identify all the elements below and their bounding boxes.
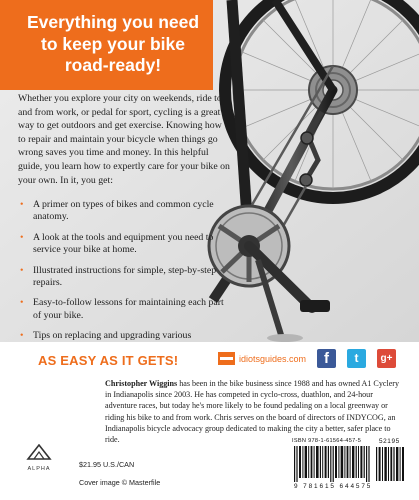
author-bio-text: has been in the bike business since 1988 and has owned A1 Cyclery in Indianapolis since 2003. He has competed in cyclo-cross, duathlon, and 24-hour adventure races, but today he's more likely to be found pedaling on a local greenway or riding his bike to and from work. Chris serves on the board of directors of INDYCOG, an Indianapolis bicycle advocacy group dedicated to making the city a better, safer place to ride.: [105, 379, 400, 445]
price: $21.95 U.S./CAN: [79, 460, 135, 469]
feature-text: A primer on types of bikes and common cycle anatomy.: [33, 199, 214, 223]
barcode-icon: [294, 446, 372, 482]
list-item: [18, 199, 230, 224]
website-link[interactable]: [218, 352, 306, 365]
headline: Everything you need to keep your bike road-ready!: [26, 12, 200, 75]
bullet-icon: •: [20, 231, 24, 243]
bullet-icon: •: [20, 199, 24, 210]
list-item: [18, 330, 230, 342]
author-name: Christopher Wiggins: [105, 379, 178, 388]
tagline: AS EASY AS IT GETS!: [38, 353, 179, 368]
barcode-addon-digits: 52195: [379, 438, 400, 445]
headline-banner: [0, 0, 213, 90]
barcode-addon-icon: [376, 447, 406, 481]
barcode-digits: 9 781615 644575: [294, 483, 373, 490]
google-plus-icon[interactable]: g+: [377, 349, 396, 368]
feature-text: Illustrated instructions for simple, step-by-step repairs.: [33, 264, 217, 289]
feature-text: A look at the tools and equipment you need to service your bike at home.: [33, 231, 214, 256]
list-item: [18, 297, 230, 322]
publisher-logo: [22, 444, 56, 472]
list-item: [18, 232, 230, 257]
alpha-logo-icon: [26, 444, 52, 460]
author-bio: [105, 378, 405, 445]
bullet-icon: •: [20, 330, 24, 342]
isbn-text: ISBN 978-1-61564-457-5: [292, 438, 362, 444]
facebook-icon[interactable]: f: [317, 349, 336, 368]
feature-list: [18, 199, 230, 342]
publisher-name: ALPHA: [27, 466, 51, 472]
cover-credit: Cover image © Masterfile: [79, 478, 161, 487]
feature-text: Easy-to-follow lessons for maintaining each part of your bike.: [33, 297, 224, 321]
bullet-icon: •: [20, 297, 24, 309]
list-item: [18, 265, 230, 290]
intro-paragraph: Whether you explore your city on weekends, ride to and from work, or pedal for sport, cycling is a great way to get outdoors and get exercise. Knowing how to repair and maintain your bicycle when things go wrong saves you time and money. In this helpful guide, you learn how to expertly care for your bike on your own. In it, you get:: [18, 93, 230, 186]
twitter-icon[interactable]: t: [347, 349, 366, 368]
idiots-guides-logo-icon: [218, 352, 235, 365]
bullet-icon: •: [20, 264, 24, 276]
website-text: idiotsguides.com: [239, 353, 307, 364]
feature-text: Tips on replacing and upgrading various: [33, 330, 192, 342]
